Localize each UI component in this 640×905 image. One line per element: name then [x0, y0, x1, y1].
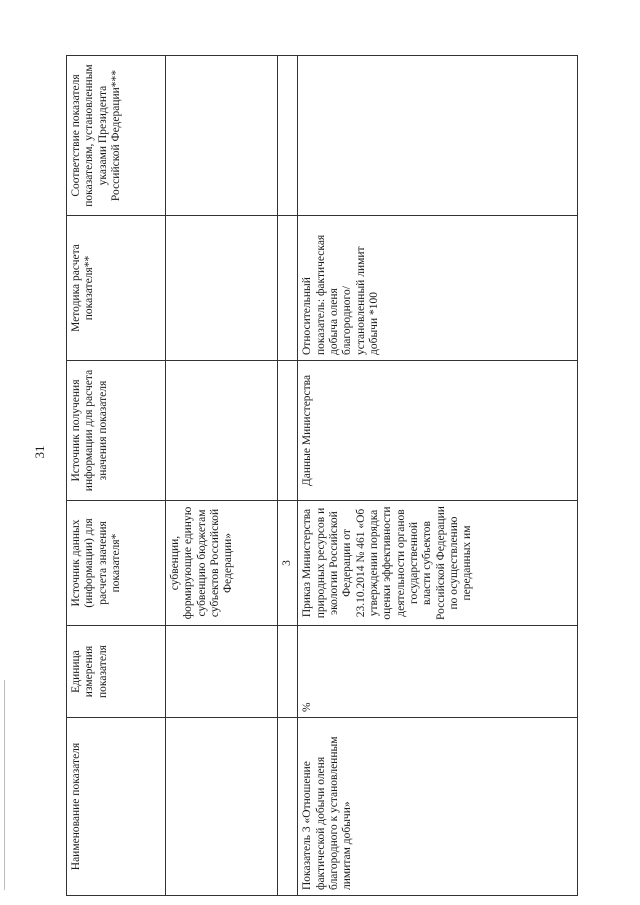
continuation-source-text: субвенции, формирующие единую субвенцию бюджетам субъектов Российской Федерации» — [166, 501, 278, 626]
indicator-name: Показатель 3 «Отношение фактической добычи оленя благородного к установленным лимитам добычи» — [298, 718, 578, 896]
header-data-source: Источник данных (информации) для расчета значения показателя* — [67, 501, 166, 626]
cell-empty — [278, 626, 298, 718]
cell-empty — [166, 216, 278, 361]
margin-rule — [4, 680, 5, 890]
cell-empty — [278, 718, 298, 896]
page-number: 31 — [32, 445, 47, 459]
cell-empty — [166, 718, 278, 896]
header-indicator-name: Наименование показателя — [67, 718, 166, 896]
header-compliance: Соответствие показателя показателям, установленным указами Президента Российской Федерации*** — [67, 56, 166, 216]
cell-empty — [278, 361, 298, 501]
indicator-row — [298, 56, 578, 896]
indicator-info-source: Данные Министерства — [298, 361, 578, 501]
indicator-method: Относительный показатель: фактическая добыча оленя благородного/ установленный лимит добычи *100 — [298, 216, 578, 361]
indicator-unit: % — [298, 626, 578, 718]
cell-empty — [166, 56, 278, 216]
indicator-source-data: Приказ Министерства природных ресурсов и экологии Российской Федерации от 23.10.2014 № 461 «Об утверждении порядка оценки эффективности деятельности органов государственной власти субъектов Российской Федерации по осуществлению переданных им — [298, 501, 578, 626]
indicators-table — [66, 55, 578, 896]
row-number: 3 — [278, 501, 298, 626]
header-info-source: Источник получения информации для расчета значения показателя — [67, 361, 166, 501]
continuation-row — [166, 56, 278, 896]
rotated-table-wrapper — [66, 56, 578, 896]
header-row — [67, 56, 166, 896]
indicator-compliance — [298, 56, 578, 216]
cell-empty — [278, 216, 298, 361]
header-method: Методика расчета показателя** — [67, 216, 166, 361]
cell-empty — [278, 56, 298, 216]
cell-empty — [166, 626, 278, 718]
row-number-row — [278, 56, 298, 896]
cell-empty — [166, 361, 278, 501]
header-unit: Единица измерения показателя — [67, 626, 166, 718]
